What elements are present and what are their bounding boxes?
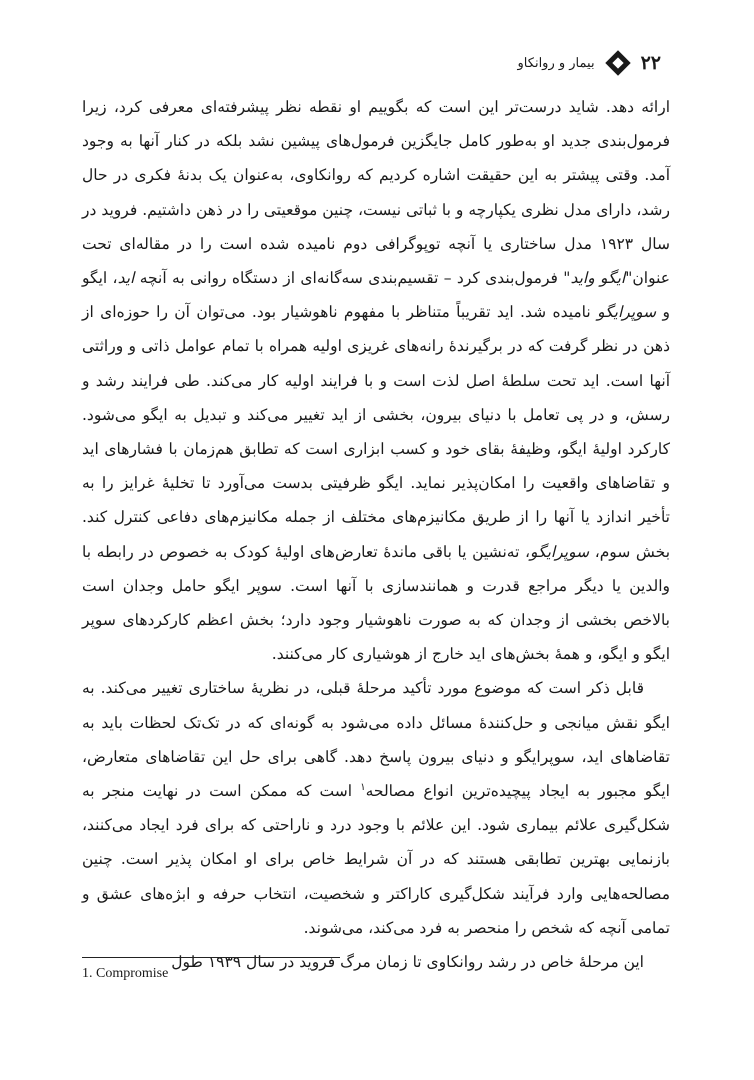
paragraph: [82, 90, 670, 671]
body-text: [82, 90, 670, 979]
italic-term: سوپرایگو: [530, 542, 590, 561]
page-header: [518, 48, 661, 78]
text-segment: این مرحلهٔ خاص در رشد روانکاوی تا زمان مرگ فروید در سال ۱۹۳۹ طول: [171, 953, 644, 972]
text-segment: ارائه دهد. شاید درست‌تر این است که بگوییم او نقطه نظر پیشرفته‌ای معرفی کرد، زیرا فرمول‌بندی جدید او به‌طور کامل جایگزین فرمول‌های پیشین نشد بلکه در کنار آنها به وجود آمد. وقتی پیشتر به این حقیقت اشاره کردیم که روانکاوی، به‌عنوان یک بدنهٔ فکری در حال رشد، دارای مدل نظری یکپارچه و با ثباتی نیست، چنین موقعیتی را در ذهن داشتیم. فروید در سال ۱۹۲۳ مدل ساختاری یا آنچه توپوگرافی دوم نامیده شده است را در مقاله‌ای تحت عنوان": [82, 98, 671, 288]
running-title: بیمار و روانکاو: [517, 55, 595, 71]
italic-term: ایگو واید: [570, 269, 626, 288]
text-segment: " فرمول‌بندی کرد – تقسیم‌بندی سه‌گانه‌ای از دستگاه روانی به آنچه: [134, 269, 571, 288]
italic-term: سوپرایگو: [597, 303, 657, 322]
text-segment: است که ممکن است در نهایت منجر به شکل‌گیری علائم بیماری شود. این علائم با وجود درد و ناراحتی که برای فرد ایجاد می‌کنند، بازنمایی بهترین تطابقی هستند که در آن شرایط خاص برای او امکان پذیر است. چنین مصالحه‌هایی وارد فرآیند شکل‌گیری کاراکتر و شخصیت، انتخاب حرفه و ابژه‌های عشق و تمامی آنچه که شخص را منحصر به فرد می‌کند، می‌شوند.: [82, 782, 670, 937]
text-segment: قابل ذکر است که موضوع مورد تأکید مرحلهٔ قبلی، در نظریهٔ ساختاری تغییر می‌کند. به ایگو نقش میانجی و حل‌کنندهٔ مسائل داده می‌شود به گونه‌ای که در تک‌تک لحظات باید به تقاضاهای اید، سوپرایگو و دنیای بیرون پاسخ دهد. گاهی برای حل این تقاضاهای متعارض، ایگو مجبور به ایجاد پیچیده‌ترین انواع مصالحه: [82, 679, 670, 801]
footnote: 1. Compromise: [82, 966, 169, 981]
footnote-rule: [82, 957, 340, 958]
text-segment: ، ته‌نشین یا باقی ماندهٔ تعارض‌های اولیهٔ کودک به خصوص در رابطه با والدین یا دیگر مراجع قدرت و همانندسازی با آنها است. سوپر ایگو حامل وجدان است بالاخص بخشی از وجدان که به صورت ناهوشیار وجود دارد؛ بخش اعظم کارکردهای سوپر ایگو و ایگو، و همهٔ بخش‌های اید خارج از هوشیاری کار می‌کنند.: [82, 542, 670, 664]
diamond-ornament-icon: [605, 50, 631, 76]
text-segment: نامیده شد. اید تقریباً متناظر با مفهوم ناهوشیار بود. می‌توان آن را حوزه‌ای از ذهن در نظر گرفت که در برگیرندهٔ رانه‌های غریزی اولیه همراه با تمام عوامل ذاتی و وراثتی آنها است. اید تحت سلطهٔ اصل لذت است و با فرایند اولیه کار می‌کند. طی فرایند رشد و رسش، و در پی تعامل با دنیای بیرون، بخشی از اید تغییر می‌کند و تبدیل به ایگو می‌شود. کارکرد اولیهٔ ایگو، وظیفهٔ بقای خود و کسب ابزاری است که تطابق هم‌زمان با فشارهای اید و تقاضاهای واقعیت را امکان‌پذیر نماید. ایگو ظرفیتی بدست می‌آورد تا تخلیهٔ غرایز را به تأخیر اندازد یا آنها را از طریق مکانیزم‌های مختلف از جمله مکانیزم‌های دفاعی کنترل کند. بخش سوم،: [82, 303, 671, 561]
footnote-marker: ۱: [360, 781, 366, 793]
page-number: ۲۲: [640, 52, 661, 74]
text-segment: ، ایگو و: [82, 269, 670, 322]
paragraph: [82, 671, 670, 945]
italic-term: اید: [117, 269, 135, 288]
